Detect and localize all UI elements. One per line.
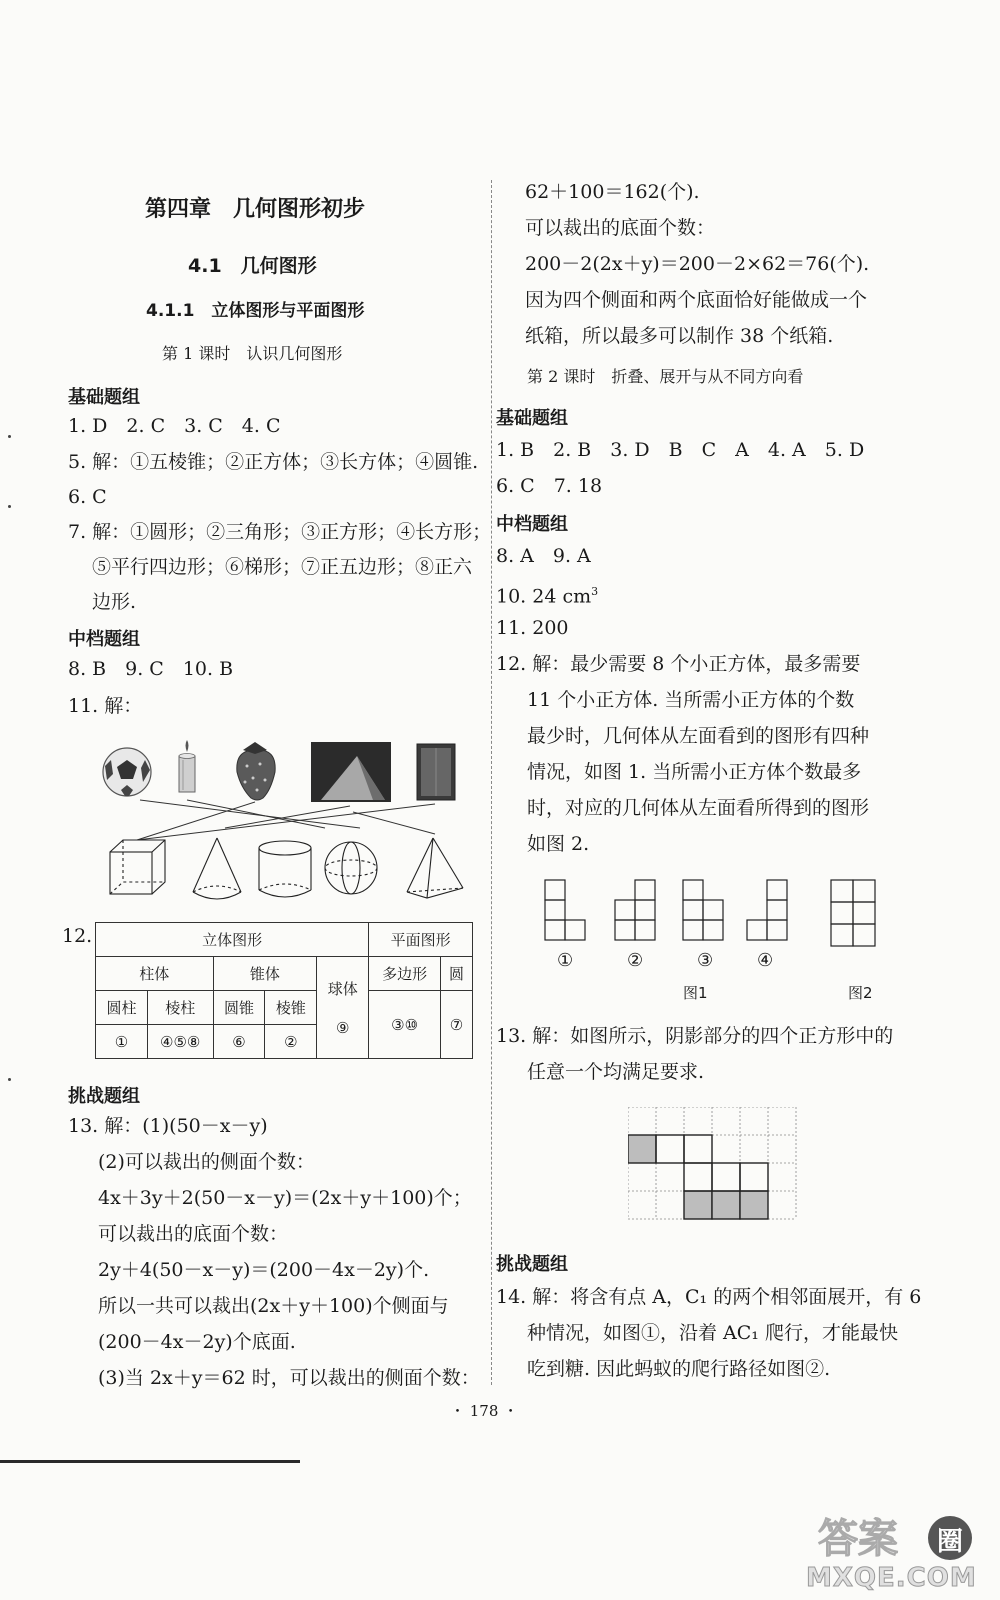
answer-line: 7. 解：①圆形；②三角形；③正方形；④长方形； xyxy=(68,521,492,543)
scan-speck xyxy=(8,505,11,508)
table-cell: 棱锥 xyxy=(265,991,317,1025)
answer-line: 情况，如图 1. 当所需小正方体个数最多 xyxy=(527,761,862,783)
page-number: ・ 178 ・ xyxy=(450,1402,519,1420)
answer-line: 4x＋3y＋2(50－x－y)＝(2x＋y＋100)个； xyxy=(98,1187,472,1209)
section-heading-mid: 中档题组 xyxy=(496,514,568,535)
answer-line: 12. xyxy=(62,925,93,947)
answer-line: 最少时，几何体从左面看到的图形有四种 xyxy=(527,725,870,747)
answer-line: 可以裁出的底面个数： xyxy=(98,1223,289,1245)
answer-line: 14. 解：将含有点 A，C₁ 的两个相邻面展开，有 6 xyxy=(496,1286,922,1308)
answer-line: 2y＋4(50－x－y)＝(200－4x－2y)个. xyxy=(98,1259,430,1281)
sphere-value: ⑨ xyxy=(336,1019,350,1037)
candle-photo xyxy=(179,740,195,792)
lesson-title: 第 1 课时 认识几何图形 xyxy=(162,344,343,363)
table-cell: 圆锥 xyxy=(213,991,265,1025)
table-cell: ④⑤⑧ xyxy=(147,1025,213,1059)
table-cell: ③⑩ xyxy=(369,991,441,1059)
figure-caption: 图2 xyxy=(848,984,873,1002)
table-cell xyxy=(317,957,369,1059)
table-cell: 棱柱 xyxy=(147,991,213,1025)
scan-speck xyxy=(8,1078,11,1081)
answer-line: 纸箱，所以最多可以制作 38 个纸箱. xyxy=(525,325,834,347)
table-cell: ② xyxy=(265,1025,317,1059)
svg-text:答案: 答案 xyxy=(818,1516,898,1562)
figure-label: ③ xyxy=(697,950,714,971)
answer-line: 1. B 2. B 3. D B C A 4. A 5. D xyxy=(496,439,865,461)
subsection-title: 4.1.1 立体图形与平面图形 xyxy=(146,301,365,321)
answer-line: 1. D 2. C 3. C 4. C xyxy=(68,415,281,437)
table-header-solid: 立体图形 xyxy=(96,923,369,957)
figure-label: ④ xyxy=(757,950,774,971)
section-heading-challenge: 挑战题组 xyxy=(496,1254,568,1275)
answer-line: 6. C xyxy=(68,486,107,508)
side-view-figures xyxy=(535,870,895,1010)
figure-caption: 图1 xyxy=(683,984,708,1002)
answer-text: 10. 24 cm xyxy=(496,585,592,608)
figure-label: ② xyxy=(627,950,644,971)
section-heading-basic: 基础题组 xyxy=(496,408,568,429)
section-heading-basic: 基础题组 xyxy=(68,387,140,408)
answer-line: 11 个小正方体. 当所需小正方体的个数 xyxy=(527,689,855,711)
solid-shapes xyxy=(110,838,463,899)
answer-line: (2)可以裁出的侧面个数： xyxy=(98,1151,315,1173)
answer-line: 因为四个侧面和两个底面恰好能做成一个 xyxy=(525,289,868,311)
scan-speck xyxy=(8,435,11,438)
answer-line: (200－4x－2y)个底面. xyxy=(98,1331,296,1353)
column-divider xyxy=(491,180,492,1385)
answer-line: ⑤平行四边形；⑥梯形；⑦正五边形；⑧正六 xyxy=(92,556,473,578)
table-cell: 圆 xyxy=(441,957,473,991)
svg-text:MXQE.COM: MXQE.COM xyxy=(806,1563,977,1592)
answer-line: 任意一个均满足要求. xyxy=(527,1061,705,1083)
answer-line: 边形. xyxy=(92,591,137,613)
table-header-plane: 平面图形 xyxy=(369,923,473,957)
answer-line xyxy=(496,580,598,608)
table-cell: 多边形 xyxy=(369,957,441,991)
strawberry-photo xyxy=(237,742,275,800)
figure-label: ① xyxy=(557,950,574,971)
answer-line: 可以裁出的底面个数： xyxy=(525,217,716,239)
answer-line: 时，对应的几何体从左面看所得到的图形 xyxy=(527,797,870,819)
table-cell: 圆柱 xyxy=(96,991,148,1025)
section-heading-mid: 中档题组 xyxy=(68,629,140,650)
matching-lines xyxy=(137,800,435,840)
answer-line: 吃到糖. 因此蚂蚁的爬行路径如图②. xyxy=(527,1358,831,1380)
section-title: 4.1 几何图形 xyxy=(188,255,317,277)
answer-line: 62＋100＝162(个). xyxy=(525,181,700,203)
box-photo xyxy=(417,744,455,800)
answer-line: 5. 解：①五棱锥；②正方体；③长方体；④圆锥. xyxy=(68,451,479,473)
table-cell: 柱体 xyxy=(96,957,214,991)
answer-line: 13. 解：如图所示，阴影部分的四个正方形中的 xyxy=(496,1025,894,1047)
answer-line: 8. A 9. A xyxy=(496,545,591,567)
lesson-title: 第 2 课时 折叠、展开与从不同方向看 xyxy=(527,367,804,386)
section-heading-challenge: 挑战题组 xyxy=(68,1086,140,1107)
table-cell: ① xyxy=(96,1025,148,1059)
classification-table xyxy=(95,922,473,1059)
answer-line: 所以一共可以裁出(2x＋y＋100)个侧面与 xyxy=(98,1295,449,1317)
answer-line: (3)当 2x＋y＝62 时，可以裁出的侧面个数： xyxy=(98,1367,480,1389)
grid-figure xyxy=(628,1107,800,1223)
superscript: 3 xyxy=(591,585,599,598)
answer-line: 12. 解：最少需要 8 个小正方体，最多需要 xyxy=(496,653,861,675)
table-cell: 锥体 xyxy=(213,957,317,991)
answer-line: 11. 解： xyxy=(68,695,143,717)
answer-line: 8. B 9. C 10. B xyxy=(68,658,234,680)
table-cell: ⑦ xyxy=(441,991,473,1059)
answer-line: 13. 解：(1)(50－x－y) xyxy=(68,1115,268,1137)
svg-text:圈: 圈 xyxy=(937,1527,964,1557)
answer-line: 种情况，如图①，沿着 AC₁ 爬行，才能最快 xyxy=(527,1322,898,1344)
scan-edge xyxy=(0,1460,300,1463)
watermark-logo xyxy=(800,1508,980,1592)
chapter-title: 第四章 几何图形初步 xyxy=(145,197,366,222)
table-cell: ⑥ xyxy=(213,1025,265,1059)
answer-line: 200－2(2x＋y)＝200－2×62＝76(个). xyxy=(525,253,870,275)
sphere-label: 球体 xyxy=(327,980,358,998)
answer-line: 11. 200 xyxy=(496,617,569,639)
soccer-ball-photo xyxy=(103,748,151,796)
pyramid-photo xyxy=(311,742,391,802)
answer-line: 6. C 7. 18 xyxy=(496,475,603,497)
watermark-graphic xyxy=(800,1508,980,1592)
answer-line: 如图 2. xyxy=(527,833,590,855)
object-shape-matching-figure xyxy=(95,730,485,915)
